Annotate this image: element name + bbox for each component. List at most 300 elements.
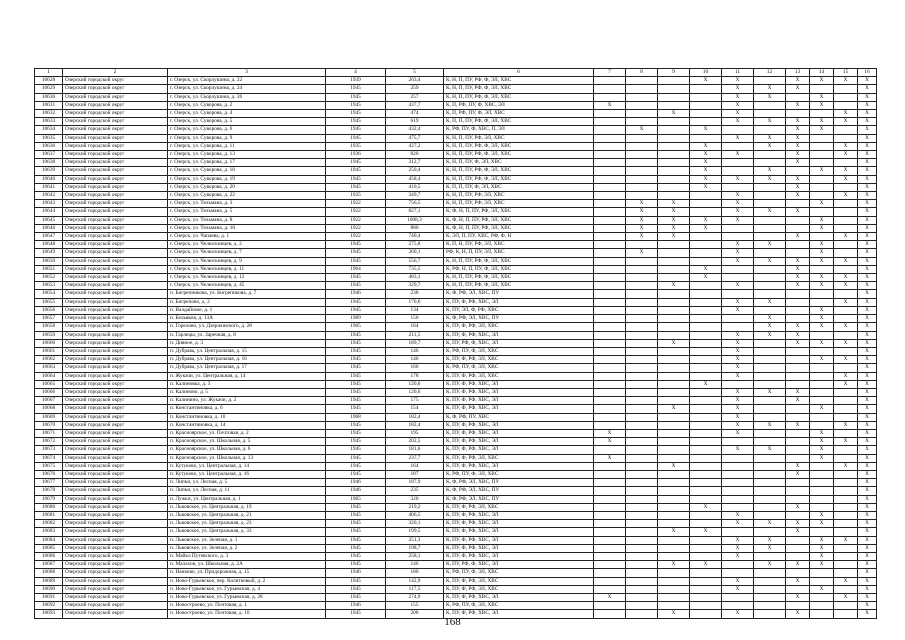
- table-cell: Х: [722, 200, 754, 208]
- table-cell: 740,4: [386, 233, 444, 241]
- table-cell: Х: [810, 561, 834, 569]
- table-cell: Х: [858, 585, 877, 593]
- table-row: [35, 511, 877, 519]
- table-cell: 1945: [326, 282, 386, 290]
- table-cell: 1945: [326, 249, 386, 257]
- table-cell: [594, 462, 626, 470]
- table-cell: К, ПУ, Ф, РФ, ЭЛ, ХВС: [444, 323, 594, 331]
- table-cell: 10667: [35, 397, 63, 405]
- table-cell: Х: [786, 594, 810, 602]
- table-row: [35, 175, 877, 183]
- table-cell: [834, 290, 858, 298]
- table-cell: [810, 577, 834, 585]
- table-cell: г. Озерск, ул. Суворова, д. 18: [168, 167, 326, 175]
- table-cell: 251,3: [386, 536, 444, 544]
- table-cell: г. Озерск, ул. Суворова, д. 19: [168, 175, 326, 183]
- table-cell: [594, 200, 626, 208]
- table-cell: Озерский городской округ: [63, 126, 168, 134]
- table-row: [35, 183, 877, 191]
- table-cell: [594, 183, 626, 191]
- table-cell: [786, 167, 810, 175]
- table-cell: К, ПУ, Ф, РФ, ХВС, ЭЛ: [444, 520, 594, 528]
- table-row: [35, 331, 877, 339]
- table-cell: [786, 446, 810, 454]
- column-number-header: 7: [594, 69, 626, 77]
- table-cell: Х: [810, 585, 834, 593]
- table-cell: 142,9: [386, 577, 444, 585]
- table-cell: 10670: [35, 421, 63, 429]
- table-cell: [786, 405, 810, 413]
- table-cell: Озерский городской округ: [63, 175, 168, 183]
- table-cell: Х: [690, 151, 722, 159]
- table-cell: Х: [858, 388, 877, 396]
- table-cell: 475,7: [386, 134, 444, 142]
- table-cell: [810, 364, 834, 372]
- table-cell: п. Лужки, ул. Центральная, д. 1: [168, 495, 326, 503]
- table-cell: Озерский городской округ: [63, 528, 168, 536]
- table-cell: [594, 364, 626, 372]
- table-cell: К, ПУ, РФ, Ф, ХВС, ЭЛ: [444, 561, 594, 569]
- table-cell: [754, 372, 786, 380]
- table-cell: 10631: [35, 101, 63, 109]
- table-cell: 120,6: [386, 388, 444, 396]
- table-cell: [658, 265, 690, 273]
- table-row: [35, 594, 877, 602]
- table-cell: Х: [810, 282, 834, 290]
- table-cell: Х: [834, 421, 858, 429]
- table-cell: Х: [786, 192, 810, 200]
- table-cell: Х: [722, 446, 754, 454]
- table-cell: 1964: [326, 265, 386, 273]
- table-cell: Х: [858, 233, 877, 241]
- table-cell: [834, 495, 858, 503]
- table-cell: г. Озерск, ул. Чапаева, д. 1: [168, 233, 326, 241]
- table-row: [35, 126, 877, 134]
- table-cell: К, П, П, ПУ, РФ, Ф, ЭЛ, ХВС: [444, 118, 594, 126]
- table-cell: [594, 110, 626, 118]
- table-cell: Озерский городской округ: [63, 602, 168, 610]
- table-cell: [658, 454, 690, 462]
- table-cell: Х: [722, 552, 754, 560]
- table-cell: 219,2: [386, 503, 444, 511]
- column-number-header: 5: [386, 69, 444, 77]
- table-cell: п. Дубрава, ул. Центральная, д. 17: [168, 364, 326, 372]
- table-cell: [690, 602, 722, 610]
- table-cell: [834, 101, 858, 109]
- table-cell: [658, 487, 690, 495]
- table-cell: [810, 479, 834, 487]
- table-cell: [690, 479, 722, 487]
- table-cell: [626, 183, 658, 191]
- table-cell: К, Н, П, ПУ, РФ, Ф, ЭЛ, ХВС: [444, 257, 594, 265]
- table-cell: [658, 315, 690, 323]
- table-cell: Х: [722, 577, 754, 585]
- table-cell: К, Ф, Н, П, ПУ, РФ, ЭЛ, ХВС: [444, 224, 594, 232]
- table-cell: Х: [722, 306, 754, 314]
- table-cell: п. Кутуково, ул. Центральная, д. 16: [168, 470, 326, 478]
- table-cell: Х: [690, 216, 722, 224]
- table-row: [35, 290, 877, 298]
- table-cell: 1945: [326, 552, 386, 560]
- table-cell: К, Ф, РФ, ЭЛ, ХВС, ПУ: [444, 315, 594, 323]
- table-cell: Х: [858, 503, 877, 511]
- table-cell: Х: [858, 487, 877, 495]
- table-cell: Х: [858, 520, 877, 528]
- table-cell: Х: [810, 241, 834, 249]
- table-cell: Х: [722, 257, 754, 265]
- table-row: [35, 544, 877, 552]
- table-row: [35, 134, 877, 142]
- table-cell: [658, 479, 690, 487]
- table-cell: п. Константиновка, д. 14: [168, 421, 326, 429]
- table-cell: 1968: [326, 413, 386, 421]
- table-cell: 1945: [326, 110, 386, 118]
- table-row: [35, 339, 877, 347]
- table-cell: [786, 93, 810, 101]
- table-cell: Х: [594, 429, 626, 437]
- table-cell: [594, 536, 626, 544]
- table-cell: 146: [386, 561, 444, 569]
- table-cell: 1945: [326, 470, 386, 478]
- table-cell: Х: [858, 479, 877, 487]
- table-cell: Х: [858, 224, 877, 232]
- table-cell: К, ПУ, Ф, РФ, ХВС, ЭЛ: [444, 388, 594, 396]
- table-cell: К, ПУ, Ф, РФ, ХВС, ЭЛ: [444, 544, 594, 552]
- table-cell: 211,5: [386, 331, 444, 339]
- table-row: [35, 216, 877, 224]
- table-cell: [810, 192, 834, 200]
- table-cell: [658, 347, 690, 355]
- table-cell: Х: [786, 85, 810, 93]
- table-cell: [594, 569, 626, 577]
- table-row: [35, 429, 877, 437]
- column-number-header: 8: [626, 69, 658, 77]
- table-cell: [690, 290, 722, 298]
- table-cell: Х: [786, 274, 810, 282]
- table-row: [35, 274, 877, 282]
- table-cell: Х: [786, 323, 810, 331]
- table-cell: К, Ф, РФ, ЭЛ, ХВС, ПУ: [444, 479, 594, 487]
- table-cell: Х: [690, 503, 722, 511]
- table-cell: К, Ф, РФ, ЭЛ, ХВС, ПУ: [444, 290, 594, 298]
- table-cell: [834, 241, 858, 249]
- table-cell: [834, 224, 858, 232]
- table-cell: Х: [834, 594, 858, 602]
- table-cell: 10635: [35, 134, 63, 142]
- table-cell: г. Озерск, ул. Скорлушина, д. 24: [168, 85, 326, 93]
- table-cell: п. Калинино, ул. Жукачи, д. 2: [168, 397, 326, 405]
- table-row: [35, 552, 877, 560]
- table-row: [35, 569, 877, 577]
- table-cell: 10673: [35, 446, 63, 454]
- table-cell: [626, 585, 658, 593]
- table-cell: Х: [834, 298, 858, 306]
- table-cell: Х: [722, 364, 754, 372]
- table-cell: [658, 126, 690, 134]
- table-cell: [810, 331, 834, 339]
- table-cell: [658, 77, 690, 85]
- table-cell: [786, 298, 810, 306]
- table-cell: Озерский городской округ: [63, 380, 168, 388]
- table-cell: Х: [722, 429, 754, 437]
- table-cell: 182,4: [386, 413, 444, 421]
- table-cell: [754, 265, 786, 273]
- table-cell: Х: [722, 249, 754, 257]
- table-cell: Х: [722, 536, 754, 544]
- table-cell: п. Калиновка, д. 3: [168, 380, 326, 388]
- table-cell: п. Новостроево, ул. Почтовая, д. 10: [168, 610, 326, 618]
- table-cell: п. Малахов, ул. Школьная, д. 2А: [168, 561, 326, 569]
- table-cell: 180: [386, 569, 444, 577]
- table-cell: [658, 536, 690, 544]
- table-cell: Х: [786, 101, 810, 109]
- table-cell: 10669: [35, 413, 63, 421]
- table-cell: [626, 77, 658, 85]
- table-cell: г. Озерск, ул. Челюскинцев, д. 11: [168, 265, 326, 273]
- table-cell: 237,7: [386, 454, 444, 462]
- table-cell: [722, 183, 754, 191]
- table-cell: Озерский городской округ: [63, 397, 168, 405]
- table-cell: К, ПУ, Ф, РФ, ХВС, ЭЛ: [444, 298, 594, 306]
- table-cell: 1936: [326, 151, 386, 159]
- table-row: [35, 159, 877, 167]
- table-cell: 10672: [35, 438, 63, 446]
- table-cell: Х: [834, 151, 858, 159]
- table-cell: [690, 421, 722, 429]
- table-cell: Х: [594, 454, 626, 462]
- table-cell: Х: [858, 315, 877, 323]
- table-cell: 164: [386, 462, 444, 470]
- table-cell: 10663: [35, 364, 63, 372]
- table-cell: Х: [722, 175, 754, 183]
- table-cell: [834, 331, 858, 339]
- table-cell: [754, 577, 786, 585]
- table-row: [35, 77, 877, 85]
- table-cell: п. Ново-Гурьевское, пер. Калитковый, д. 2: [168, 577, 326, 585]
- table-cell: г. Озерск, ул. Суворова, д. 20: [168, 183, 326, 191]
- table-cell: Х: [754, 446, 786, 454]
- table-cell: 238: [386, 290, 444, 298]
- table-cell: Х: [858, 528, 877, 536]
- table-cell: 474: [386, 110, 444, 118]
- table-cell: [658, 85, 690, 93]
- table-cell: 10652: [35, 274, 63, 282]
- table-cell: К, П, РФ, ПУ, Ф, ХВС, ЭЛ: [444, 101, 594, 109]
- table-cell: Озерский городской округ: [63, 610, 168, 618]
- table-cell: 1008,3: [386, 216, 444, 224]
- table-cell: 1945: [326, 544, 386, 552]
- table-cell: п. Красноярское, ул. Школьная, д. 13: [168, 454, 326, 462]
- table-cell: [690, 134, 722, 142]
- table-cell: Х: [786, 397, 810, 405]
- table-cell: [594, 470, 626, 478]
- table-cell: К, ПУ, Ф, РФ, ХВС, ЭЛ: [444, 511, 594, 519]
- table-cell: Озерский городской округ: [63, 470, 168, 478]
- table-row: [35, 192, 877, 200]
- table-cell: 1945: [326, 298, 386, 306]
- table-cell: Озерский городской округ: [63, 544, 168, 552]
- table-cell: Х: [858, 347, 877, 355]
- table-cell: [722, 233, 754, 241]
- table-cell: [658, 372, 690, 380]
- table-cell: Х: [722, 282, 754, 290]
- table-row: [35, 602, 877, 610]
- table-cell: Х: [722, 192, 754, 200]
- table-cell: [754, 495, 786, 503]
- table-cell: г. Озерск, ул. Челюскинцев, д. 9: [168, 257, 326, 265]
- table-cell: Озерский городской округ: [63, 315, 168, 323]
- table-cell: [626, 175, 658, 183]
- table-cell: п. Майкл Путевского, д. 3: [168, 552, 326, 560]
- table-cell: Х: [786, 331, 810, 339]
- column-number-header: 11: [722, 69, 754, 77]
- table-cell: 1945: [326, 503, 386, 511]
- table-cell: [722, 126, 754, 134]
- table-cell: Х: [690, 528, 722, 536]
- table-cell: Озерский городской округ: [63, 183, 168, 191]
- table-cell: 1945: [326, 347, 386, 355]
- table-cell: Х: [810, 356, 834, 364]
- table-cell: Х: [658, 208, 690, 216]
- table-cell: Х: [834, 175, 858, 183]
- table-cell: п. Дубрава, ул. Центральная, д. 16: [168, 356, 326, 364]
- table-cell: 10678: [35, 487, 63, 495]
- table-cell: Х: [858, 110, 877, 118]
- table-cell: 178: [386, 372, 444, 380]
- table-cell: п. Нанково, ул. Придорожная, д. 15: [168, 569, 326, 577]
- table-cell: [834, 397, 858, 405]
- table-cell: Х: [858, 257, 877, 265]
- table-cell: г. Озерск, ул. Скорлушина, д. 22: [168, 77, 326, 85]
- table-cell: [834, 265, 858, 273]
- table-cell: г. Озерск, ул. Суворова, д. 13: [168, 151, 326, 159]
- table-cell: [594, 413, 626, 421]
- table-cell: [754, 438, 786, 446]
- table-cell: Озерский городской округ: [63, 421, 168, 429]
- table-cell: Х: [722, 413, 754, 421]
- table-cell: 1945: [326, 511, 386, 519]
- table-cell: [658, 594, 690, 602]
- table-cell: 556,7: [386, 257, 444, 265]
- table-cell: п. Калиново, д. 5: [168, 388, 326, 396]
- table-row: [35, 257, 877, 265]
- table-cell: Озерский городской округ: [63, 290, 168, 298]
- table-cell: Х: [858, 85, 877, 93]
- table-cell: 1945: [326, 446, 386, 454]
- table-cell: [658, 241, 690, 249]
- table-cell: Х: [690, 183, 722, 191]
- table-cell: Х: [810, 323, 834, 331]
- table-cell: [722, 487, 754, 495]
- table-cell: [594, 77, 626, 85]
- table-cell: [810, 265, 834, 273]
- table-cell: [658, 249, 690, 257]
- table-cell: Х: [858, 323, 877, 331]
- table-cell: [594, 602, 626, 610]
- table-cell: [658, 159, 690, 167]
- table-row: [35, 528, 877, 536]
- table-cell: Х: [858, 380, 877, 388]
- table-cell: [722, 315, 754, 323]
- table-cell: 1946: [326, 479, 386, 487]
- table-cell: К, Ф, Н, П, ПУ, РФ, ЭЛ, ХВС: [444, 216, 594, 224]
- table-cell: [626, 520, 658, 528]
- table-cell: 10658: [35, 323, 63, 331]
- table-cell: [834, 306, 858, 314]
- table-cell: Х: [858, 372, 877, 380]
- table-cell: 10690: [35, 585, 63, 593]
- table-cell: 1945: [326, 594, 386, 602]
- table-cell: [658, 364, 690, 372]
- table-cell: Озерский городской округ: [63, 462, 168, 470]
- table-cell: Х: [834, 142, 858, 150]
- table-cell: 10683: [35, 528, 63, 536]
- table-cell: 10682: [35, 520, 63, 528]
- table-cell: Х: [786, 142, 810, 150]
- table-cell: 182,4: [386, 421, 444, 429]
- table-cell: [754, 511, 786, 519]
- table-cell: [810, 134, 834, 142]
- table-cell: 10648: [35, 241, 63, 249]
- table-cell: 155: [386, 602, 444, 610]
- table-cell: п. Львовское, ул. Зеленая, д. 1: [168, 536, 326, 544]
- table-cell: 329,7: [386, 282, 444, 290]
- table-cell: Х: [690, 142, 722, 150]
- table-cell: Х: [690, 159, 722, 167]
- table-cell: [786, 241, 810, 249]
- table-cell: Х: [810, 438, 834, 446]
- table-cell: 258,1: [386, 552, 444, 560]
- table-cell: Х: [810, 536, 834, 544]
- column-number-header: 9: [658, 69, 690, 77]
- table-cell: Х: [626, 249, 658, 257]
- table-cell: [786, 380, 810, 388]
- table-cell: [690, 233, 722, 241]
- table-cell: К, Н, П, ПУ, РФ, Ф, ЭЛ, ХВС: [444, 274, 594, 282]
- table-cell: Озерский городской округ: [63, 388, 168, 396]
- column-number-header: 15: [834, 69, 858, 77]
- table-cell: [786, 110, 810, 118]
- table-cell: Озерский городской округ: [63, 487, 168, 495]
- table-cell: 10637: [35, 151, 63, 159]
- table-cell: 406,5: [386, 511, 444, 519]
- table-cell: Х: [834, 282, 858, 290]
- table-cell: 10693: [35, 610, 63, 618]
- table-cell: 10638: [35, 159, 63, 167]
- table-row: [35, 101, 877, 109]
- table-cell: [690, 101, 722, 109]
- table-cell: 1965: [326, 323, 386, 331]
- table-cell: [834, 569, 858, 577]
- table-cell: Х: [810, 101, 834, 109]
- table-cell: [626, 503, 658, 511]
- table-cell: [810, 602, 834, 610]
- table-cell: Х: [754, 536, 786, 544]
- table-cell: 10634: [35, 126, 63, 134]
- table-cell: Х: [658, 561, 690, 569]
- table-cell: 1945: [326, 429, 386, 437]
- table-cell: Х: [722, 77, 754, 85]
- table-cell: 1945: [326, 126, 386, 134]
- table-cell: Х: [754, 134, 786, 142]
- table-cell: [834, 93, 858, 101]
- table-cell: [594, 372, 626, 380]
- table-cell: Х: [810, 454, 834, 462]
- table-cell: [834, 405, 858, 413]
- column-number-header: 1: [35, 69, 63, 77]
- table-cell: 10655: [35, 298, 63, 306]
- table-cell: К, ПУ, Ф, РФ, ХВС, ЭЛ: [444, 438, 594, 446]
